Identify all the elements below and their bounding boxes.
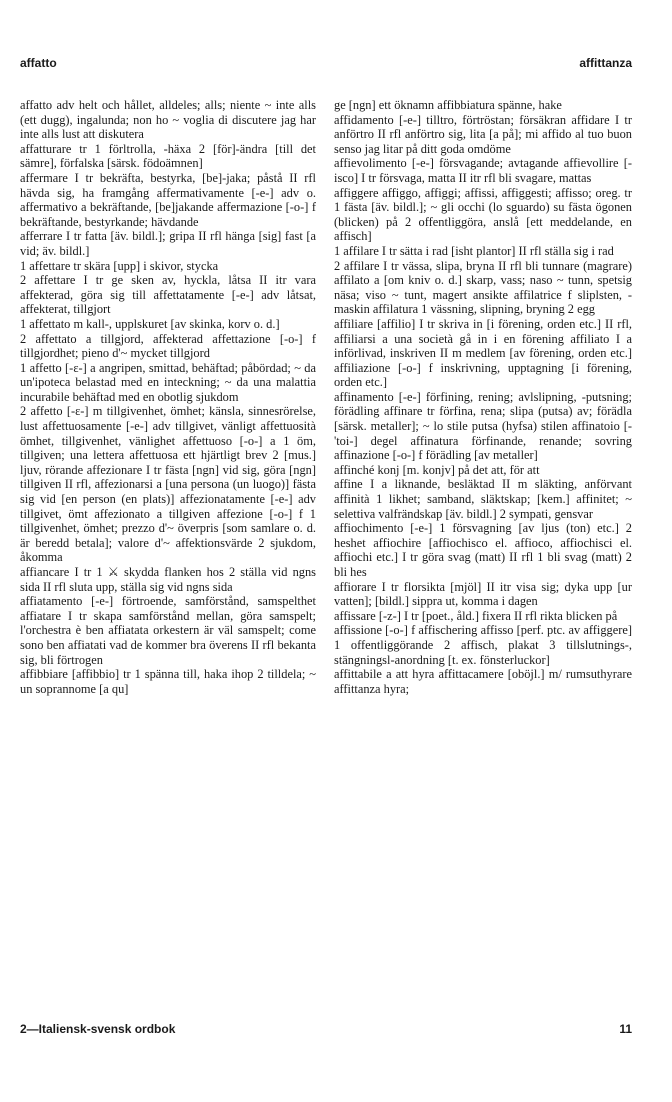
entry-affermare: affermare I tr bekräfta, bestyrka, [be]-jaka; påstå II rfl hävda sig, ha framgång affermativamente [-e-] adv o. affermativo a bekräftande, [be]jakande affermazione [-o-] f bekräftande, bestyrkande; hävdande <box>20 170 316 229</box>
page-footer <box>20 1022 632 1038</box>
left-column <box>20 98 316 696</box>
entry-affievolimento: affievolimento [-e-] försvagande; avtagande affievollire [-isco] I tr försvaga, matta II itr rfl bli svagare, mattas <box>334 156 632 185</box>
header-right-guideword: affittanza <box>579 56 632 70</box>
entry-afferrare: afferrare I tr fatta [äv. bildl.]; gripa II rfl hänga [sig] fast [a vid; äv. bildl.] <box>20 229 316 258</box>
footer-signature: 2—Italiensk-svensk ordbok <box>20 1022 176 1036</box>
entry-affissare: affissare [-z-] I tr [poet., åld.] fixera II rfl rikta blicken på <box>334 608 618 623</box>
entry-affiggere: affiggere affiggo, affiggi; affissi, affiggesti; affisso; oreg. tr 1 fästa [äv. bildl.]; ~ gli occhi (lo sguardo) su fästa ögonen (blicken) på 2 offentliggöra, anslå [ett meddelande, en affisch] <box>334 185 632 244</box>
entry-1-affilare: 1 affilare I tr sätta i rad [isht plantor] II rfl ställa sig i rad <box>334 243 614 258</box>
page-header <box>20 56 632 72</box>
entry-affiochimento: affiochimento [-e-] 1 försvagning [av ljus (ton) etc.] 2 heshet affiochire [affiochisco el. affioco, affiochisci el. affiochi etc.] I tr göra svag (matt) II rfl 1 bli svag (matt) 2 bli hes <box>334 521 632 579</box>
page-number: 11 <box>619 1022 632 1036</box>
entry-affiliare: affiliare [affilio] I tr skriva in [i förening, orden etc.] II rfl, affiliarsi a una società gå in i en förening affiliato I a införlivad, inskriven II m medlem [av förening, orden etc.] affiliazione [-o-] f inskrivning, upptagning [i förening, orden etc.] <box>334 316 632 390</box>
entry-affinche: affinché konj [m. konjv] på det att, för att <box>334 462 540 477</box>
entry-2-affilare: 2 affilare I tr vässa, slipa, bryna II rfl bli tunnare (magrare) affilato a [om kniv o. d.] skarp, vass; naso ~ tunn, spetsig näsa; viso ~ tunt, magert ansikte affilatrice f sliplsten, -maskin affilatura 1 vässning, slipning, bryning 2 egg <box>334 258 632 317</box>
entry-affatturare: affatturare tr 1 förltrolla, -häxa 2 [för]-ändra [till det sämre], förfalska [särsk. födoämnen] <box>20 141 316 171</box>
entry-affiancare: affiancare I tr 1 ⚔ skydda flanken hos 2 ställa vid ngns sida II rfl sluta upp, ställa sig vid ngns sida <box>20 565 316 594</box>
entry-affine: affine I a liknande, besläktad II m släkting, anförvant affinità 1 likhet; samband, släktskap; [kem.] affinitet; ~ selettiva valfrändskap [äv. bildl.] 2 sympati, gensvar <box>334 477 632 521</box>
entry-affiorare: affiorare I tr florsikta [mjöl] II itr visa sig; dyka upp [ur vatten]; [bildl.] sippra ut, komma i dagen <box>334 579 632 609</box>
entry-1-affettare: 1 affettare tr skära [upp] i skivor, stycka <box>20 258 219 273</box>
entry-1-affetto: 1 affetto [-ε-] a angripen, smittad, behäftad; påbördad; ~ da un'ipoteca belastad med en inteckning; ~ da una malattia incurabile behäftad med en obotlig sjukdom <box>20 360 316 404</box>
entry-affiatamento: affiatamento [-e-] förtroende, samförstånd, samspelthet affiatare I tr skapa samförstånd mellan, göra samspelt; l'orchestra è ben affiatata orkestern är väl samspelt; come sono ben affiatati vad de kommer bra överens II rfl bekanta sig, bli förtrogen <box>20 594 316 667</box>
entry-affissione: affissione [-o-] f affischering affisso [perf. ptc. av affiggere] 1 offentliggörande 2 affisch, plakat 3 tillslutnings-, stängningsl-anordning [t. ex. fönsterluckor] <box>334 623 632 667</box>
entry-affatto: affatto adv helt och hållet, alldeles; alls; niente ~ inte alls (ett dugg), ingalunda; non ho ~ voglia di discutere jag har inte alls lust att diskutera <box>20 98 316 142</box>
entry-affittabile: affittabile a att hyra affittacamere [oböjl.] m/ rumsuthyrare affittanza hyra; <box>334 667 632 696</box>
header-left-guideword: affatto <box>20 56 57 70</box>
entry-affinamento: affinamento [-e-] förfining, rening; avlslipning, -putsning; förädling affinare tr förfina, rena; slipa (putsa) av; förädla [särsk. metaller]; ~ lo stile putsa (hyfsa) stilen affinatoio [-'toi-] degel affinatura förfinande, renande; sovring affinazione [-o-] f förädling [av metaller] <box>334 389 632 463</box>
entry-affibbiare: affibbiare [affibbio] tr 1 spänna till, haka ihop 2 tilldela; ~ un soprannome [a qu] <box>20 667 316 696</box>
entry-2-affetto: 2 affetto [-ε-] m tillgivenhet, ömhet; känsla, sinnesrörelse, lust affettuosamente [-e-] adv tillgivet, vänligt affettuosità ömhet, tillgivenhet, vänlighet affettuoso [-o-] a 1 öm, tillgiven; una lettera affettuosa ett hjärtligt brev 2 [mus.] ljuv, rörande affezionare I tr fästa [ngn] vid sig, göra [ngn] tillgiven II rfl, affezionarsi a [una persona (un luogo)] fästa sig vid [en person (en plats)] affezionatamente [-e-] adv tillgivet, ömt affezionato a tillgiven affezione [-o-] f 1 tillgivenhet, ömhet; prezzo d'~ överpris [som samlare o. d. är beredd betala]; valore d'~ affektionsvärde 2 sjukdom, åkomma <box>20 404 316 565</box>
entry-1-affettato: 1 affettato m kall-, upplskuret [av skinka, korv o. d.] <box>20 316 280 331</box>
entry-affidamento: affidamento [-e-] tilltro, förtröstan; försäkran affidare I tr anförtro II rfl anförtro sig, lita [a på]; mi affido al tuo buon senso jag litar på ditt goda omdöme <box>334 112 632 156</box>
entry-2-affettare: 2 affettare I tr ge sken av, hyckla, låtsa II itr vara affekterad, göra sig till affettatamente [-e-] adv låtsat, affekterat, tillgjort <box>20 273 316 317</box>
entry-2-affettato: 2 affettato a tillgjord, affekterad affettazione [-o-] f tillgjordhet; pieno d'~ mycket tillgjord <box>20 331 316 361</box>
entry-affibbiare-continued: ge [ngn] ett öknamn affibbiatura spänne, hake <box>334 98 562 112</box>
right-column <box>334 98 632 696</box>
